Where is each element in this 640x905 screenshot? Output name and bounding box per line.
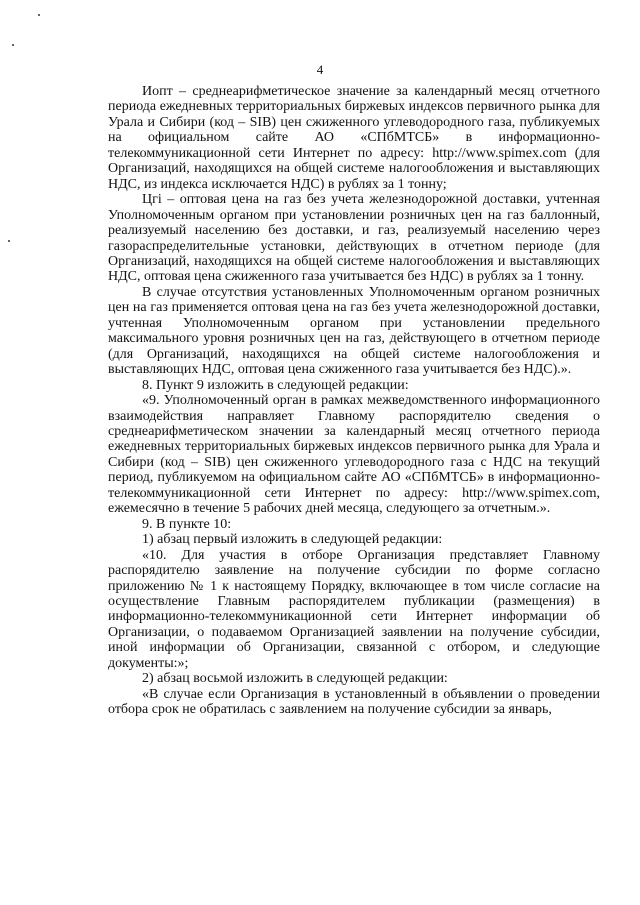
paragraph: «10. Для участия в отборе Организация представляет Главному распорядителю заявление на получение субсидии по форме согласно приложению № 1 к настоящему Порядку, включающее в том числе согласие на осуществление Главным распорядителем публикации (размещения) в информационно-телекоммуникационной сети Интернет информации об Организации, о подаваемом Организацией заявлении на получение субсидии, иной информации об Организации, связанной с отбором, и следующие документы:»; (108, 547, 600, 671)
scan-speck (38, 14, 40, 16)
paragraph: 2) абзац восьмой изложить в следующей редакции: (142, 671, 448, 687)
paragraph: «9. Уполномоченный орган в рамках межведомственного информационного взаимодействия направляет Главному распорядителю сведения о среднеарифметическом значении за календарный месяц отчетного периода ежедневных территориальных биржевых индексов первичного рынка для Урала и Сибири (код – SIB) цен сжиженного углеводородного газа с НДС на текущий период, публикуемом на официальном сайте АО «СПбМТСБ» в информационно-телекоммуникационной сети Интернет по адресу: http://www.spimex.com, ежемесячно в течение 5 рабочих дней месяца, следующего за отчетным.». (108, 393, 600, 517)
paragraph: В случае отсутствия установленных Уполномоченным органом розничных цен на газ применяется оптовая цена на газ без учета железнодорожной доставки, учтенная Уполномоченным органом при установлении предельного максимального уровня розничных цен на газ, действующего в отчетном периоде (для Организаций, находящихся на общей системе налогообложения и выставляющих НДС, оптовая цена сжиженного газа учитывается без НДС).». (108, 284, 600, 378)
paragraph: 9. В пункте 10: (142, 516, 232, 532)
paragraph: 1) абзац первый изложить в следующей редакции: (142, 532, 443, 548)
paragraph: 8. Пункт 9 изложить в следующей редакции: (142, 377, 409, 393)
document-body (108, 84, 600, 718)
scan-speck (12, 44, 14, 46)
scan-speck (8, 240, 10, 242)
paragraph: Иопт – среднеарифметическое значение за календарный месяц отчетного периода ежедневных территориальных биржевых индексов первичного рынка для Урала и Сибири (код – SIB) цен сжиженного углеводородного газа, публикуемых на официальном сайте АО «СПбМТСБ» в информационно-телекоммуникационной сети Интернет по адресу: http://www.spimex.com (для Организаций, находящихся на общей системе налогообложения и выставляющих НДС, из индекса исключается НДС) в рублях за 1 тонну; (108, 84, 600, 192)
paragraph: «В случае если Организация в установленный в объявлении о проведении отбора срок не обратилась с заявлением на получение субсидии за январь, (108, 686, 600, 718)
paragraph: Цгі – оптовая цена на газ без учета железнодорожной доставки, учтенная Уполномоченным органом при установлении розничных цен на газ баллонный, реализуемый населению без доставки, и газ, реализуемый населению через газораспределительные установки, действующих в отчетном периоде (для Организаций, находящихся на общей системе налогообложения и выставляющих НДС, оптовая цена сжиженного газа учитывается без НДС) в рублях за 1 тонну. (108, 192, 600, 285)
page-number: 4 (316, 62, 324, 77)
